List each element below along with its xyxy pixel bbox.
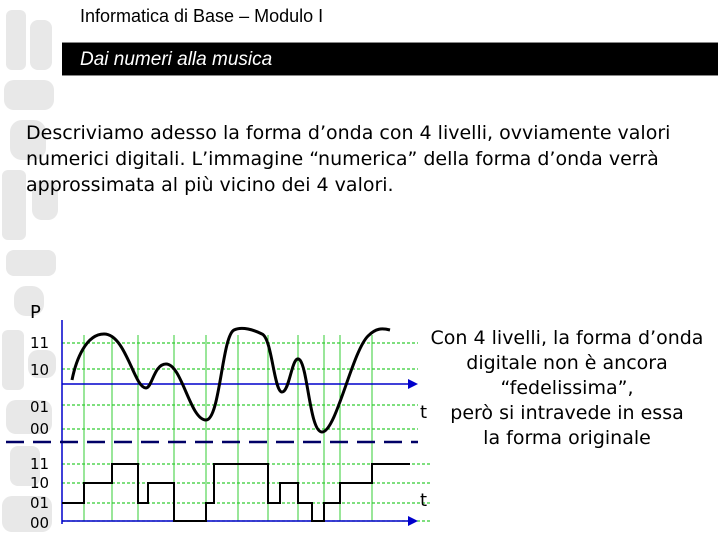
side-note-line: la forma originale — [483, 427, 651, 449]
digital-level-label: 01 — [30, 494, 50, 512]
analog-level-lines — [62, 343, 418, 429]
axes — [62, 320, 418, 526]
analog-level-labels — [30, 334, 49, 438]
analog-level-label: 01 — [30, 398, 50, 416]
digital-signal — [62, 464, 410, 521]
digital-level-label: 11 — [30, 455, 50, 473]
analog-level-label: 10 — [30, 361, 50, 379]
analog-curve — [72, 328, 390, 432]
course-title: Informatica di Base – Modulo I — [80, 6, 324, 26]
analog-level-label: 00 — [30, 420, 50, 438]
side-note-line: però si intravede in essa — [450, 402, 684, 424]
digital-level-labels — [30, 455, 49, 532]
digital-level-label: 00 — [30, 514, 50, 532]
slide-title: Dai numeri alla musica — [80, 49, 273, 70]
side-note-line: Con 4 livelli, la forma d’onda — [430, 327, 704, 349]
t-label-analog: t — [420, 402, 428, 423]
side-note — [412, 326, 720, 451]
slide-title-bar — [62, 42, 718, 76]
digital-level-lines — [62, 464, 430, 521]
side-note-line: digitale non è ancora — [466, 352, 668, 374]
body-paragraph: Descriviamo adesso la forma d’onda con 4 livelli, ovviamente valori numerici digitali. L’immagine “numerica” della forma d’onda verrà approssimata al più vicino dei 4 valori. — [26, 122, 671, 196]
digital-level-label: 10 — [30, 474, 50, 492]
analog-level-label: 11 — [30, 334, 50, 352]
y-axis-label: P — [30, 302, 41, 323]
t-label-digital: t — [420, 490, 428, 511]
side-note-line: “fedelissima”, — [500, 377, 634, 399]
